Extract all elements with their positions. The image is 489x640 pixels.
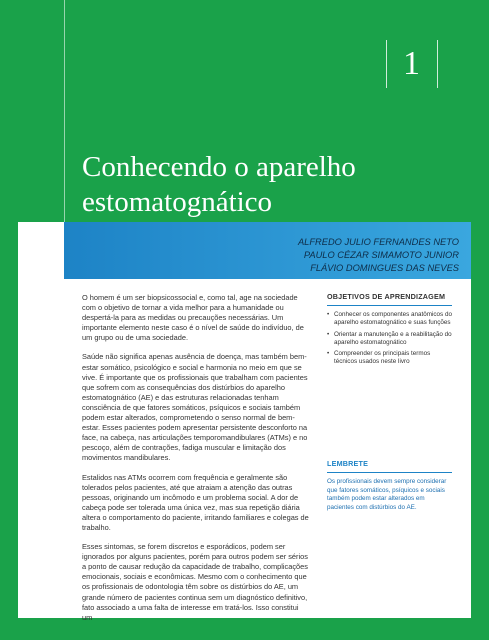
author-name: ALFREDO JULIO FERNANDES NETO: [297, 237, 459, 247]
right-border: [471, 0, 489, 640]
author-name: PAULO CÉZAR SIMAMOTO JUNIOR: [303, 250, 459, 260]
chapter-number: 1: [403, 45, 420, 82]
reminder-text: Os profissionais devem sempre considerar que fatores somáticos, psíquicos e sociais também podem estar alterados em pacientes com distúrbios do AE.: [327, 478, 447, 511]
body-paragraph: Saúde não significa apenas ausência de doença, mas também bem-estar somático, psicológico e social e harmonia no meio em que se vive. É importante que os profissionais que trabalham com pacientes que sofrem com as consequências dos distúrbios do aparelho estomatognático (AE) e das estruturas relacionadas tenham consciência de que fatores somáticos, psíquicos e sociais também podem estar alterados, comprometendo o senso normal de bem-estar. Esses pacientes podem apresentar persistente desconforto na face, na cabeça, nas articulações temporomandibulares (ATMs) e no pescoço, além de contrações, fadiga muscular e limitação dos movimentos mandibulares.: [82, 352, 308, 463]
chapter-box-right-line: [437, 40, 438, 88]
reminder-title: LEMBRETE: [327, 459, 452, 473]
chapter-title-line-1: Conhecendo o aparelho: [82, 151, 356, 183]
learning-objectives-list: [327, 311, 452, 366]
objective-item: • Conhecer os componentes anatômicos do aparelho estomatognático e suas funções: [327, 311, 452, 327]
body-paragraph: Esses sintomas, se forem discretos e esporádicos, podem ser ignorados por alguns pacientes, porém para outros podem ser sérios a ponto de causar redução da capacidade de trabalho, complicações emocionais, sociais e econômicas. Mesmo com o conhecimento que os profissionais de odontologia têm sobre os distúrbios do AE, um grande número de pacientes continua sem um diagnóstico definitivo, fato associado a uma falta de interesse em tratá-los. Isso constitui um: [82, 542, 308, 622]
objective-item: • Orientar a manutenção e a reabilitação do aparelho estomatognático: [327, 331, 452, 347]
objective-item: • Compreender os principais termos técnicos usados neste livro: [327, 350, 452, 366]
author-name: FLÁVIO DOMINGUES DAS NEVES: [310, 263, 459, 273]
main-text-column: [82, 293, 310, 632]
body-paragraph: Estalidos nas ATMs ocorrem com frequência e geralmente são tolerados pelos pacientes, até que atraiam a atenção das outras pessoas, originando um incômodo e um problema social. A dor de cabeça pode ser tolerada uma única vez, mas sua repetição diária altera o comportamento do paciente, irritando familiares e colegas de trabalho.: [82, 472, 309, 532]
reminder-box: [327, 459, 452, 512]
learning-objectives-title: OBJETIVOS DE APRENDIZAGEM: [327, 293, 452, 306]
chapter-title-line-2: estomatognático: [82, 186, 273, 218]
author-list: [298, 236, 459, 275]
left-border: [0, 0, 18, 640]
chapter-title: [82, 150, 442, 220]
body-paragraph: O homem é um ser biopsicossocial e, como tal, age na sociedade com o objetivo de tornar a vida melhor para a humanidade ou despertá-la para as medidas ou precauções necessárias. Um importante elemento neste caso é o nível de saúde do indivíduo, de um grupo ou de uma sociedade.: [82, 293, 304, 343]
learning-objectives-box: [327, 293, 452, 369]
header-divider-line: [64, 0, 65, 222]
